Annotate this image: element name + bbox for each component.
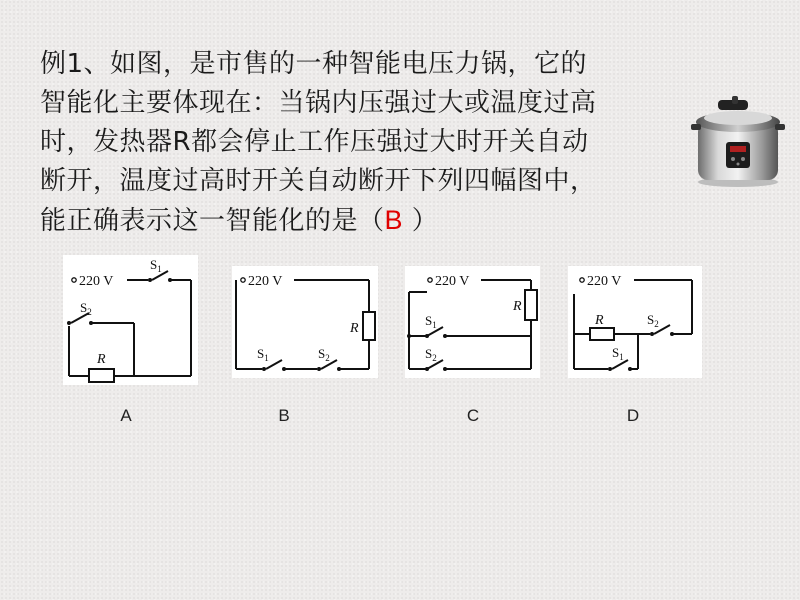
- question-text: [40, 45, 690, 241]
- resistor-label-a: R: [97, 352, 106, 367]
- switch-s2-label-b: $S_2$: [318, 346, 330, 363]
- question-prompt: 能正确表示这一智能化的是（: [40, 206, 385, 236]
- voltage-label-d: 220 V: [587, 274, 622, 289]
- circuit-d: [568, 266, 702, 378]
- switch-s2-label-d: $S_2$: [647, 312, 659, 329]
- voltage-label-c: 220 V: [435, 274, 470, 289]
- voltage-label-b: 220 V: [248, 274, 283, 289]
- circuit-a: [63, 255, 198, 385]
- pressure-cooker-image: [688, 92, 788, 188]
- switch-s1-label-a: $S_1$: [150, 257, 162, 274]
- circuit-b: [232, 266, 378, 378]
- resistor-label-b: R: [350, 321, 359, 336]
- resistor-label-d: R: [595, 313, 604, 328]
- option-label-a: A: [120, 406, 132, 425]
- option-label-c: C: [466, 406, 480, 425]
- switch-s2-label-c: $S_2$: [425, 346, 437, 363]
- option-label-b: B: [278, 406, 290, 425]
- switch-s1-label-d: $S_1$: [612, 345, 624, 362]
- question-line-2: 智能化主要体现在：当锅内压强过大或温度过高: [40, 88, 597, 118]
- option-label-d: D: [626, 406, 640, 425]
- question-close-paren: ）: [403, 206, 439, 236]
- voltage-label-a: 220 V: [79, 274, 114, 289]
- answer-letter: B: [384, 205, 404, 235]
- question-line-4: 断开，温度过高时开关自动断开下列四幅图中，: [40, 166, 597, 196]
- question-line-3: 时，发热器R都会停止工作压强过大时开关自动: [40, 127, 589, 157]
- question-line-1: 例1、如图，是市售的一种智能电压力锅，它的: [40, 49, 588, 79]
- resistor-label-c: R: [513, 299, 522, 314]
- circuit-c: [405, 266, 540, 378]
- switch-s2-label-a: $S_2$: [80, 300, 92, 317]
- switch-s1-label-c: $S_1$: [425, 313, 437, 330]
- question-line-5: [40, 201, 690, 241]
- switch-s1-label-b: $S_1$: [257, 346, 269, 363]
